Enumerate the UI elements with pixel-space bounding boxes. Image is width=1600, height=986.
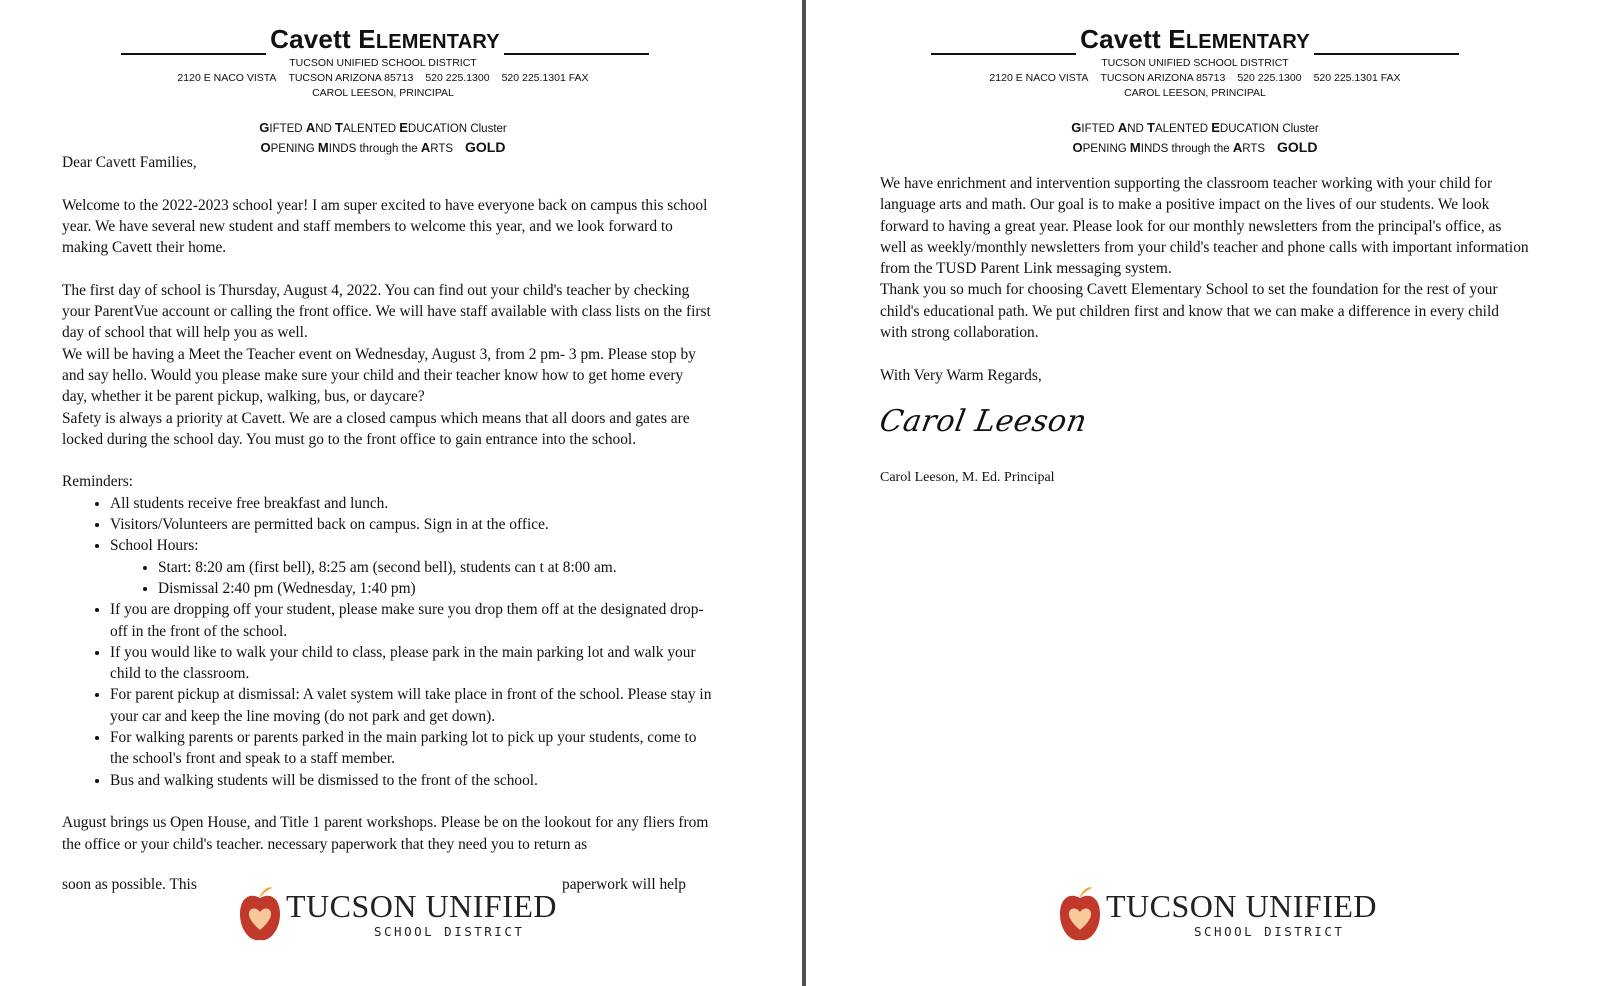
reminders-heading: Reminders:	[62, 473, 133, 491]
tail-text-left: soon as possible. This	[62, 876, 197, 893]
omta-line: OPENING MINDS through the ARTS GOLD	[1072, 139, 1318, 155]
paragraph-safety: Safety is always a priority at Cavett. We are a closed campus which means that all doors and gates are locked during the school day. You must go to the front office to gain entrance into the school.	[62, 409, 690, 448]
closing: With Very Warm Regards,	[880, 366, 1042, 384]
paragraph-thanks: Thank you so much for choosing Cavett Elementary School to set the foundation for the rest of your child's educational path. We put children first and know that we can make a difference in every child with strong collaboration.	[880, 281, 1499, 342]
list-item: • Dismissal 2:40 pm (Wednesday, 1:40 pm)	[158, 578, 712, 599]
signer-name: Carol Leeson, M. Ed. Principal	[880, 470, 1055, 485]
letterhead-title-row	[798, 24, 1592, 57]
omta-line: OPENING MINDS through the ARTS GOLD	[260, 139, 506, 155]
paragraph-enrichment: We have enrichment and intervention supporting the classroom teacher working with your child for language arts and math. Our goal is to make a positive impact on the lives of our students. We look forward to having a great year. Please look for our monthly newsletters from the principal's office, as well as weekly/monthly newsletters from your child's teacher and phone calls with important information from the TUSD Parent Link messaging system.	[880, 175, 1529, 278]
list-item: • If you would like to walk your child to class, please park in the main parking lot and walk your child to the classroom.	[110, 642, 712, 685]
school-address: 2120 E NACO VISTA TUCSON ARIZONA 85713 520 225.1300 520 225.1301 FAX	[989, 72, 1401, 84]
logo-name: TUCSON UNIFIED	[286, 888, 557, 924]
tail-text-right: paperwork will help	[562, 876, 686, 893]
signature: Carol Leeson	[876, 404, 1090, 439]
district-name: TUCSON UNIFIED SCHOOL DISTRICT	[1101, 57, 1289, 69]
principal-line: CAROL LEESON, PRINCIPAL	[312, 87, 454, 99]
apple-heart-icon	[236, 882, 284, 948]
school-name: Cavett ELEMENTARY	[270, 24, 500, 54]
list-item: • Start: 8:20 am (first bell), 8:25 am (second bell), students can t at 8:00 am.	[158, 557, 712, 578]
paragraph-welcome: Welcome to the 2022-2023 school year! I am super excited to have everyone back on campus this school year. We have several new student and staff members to welcome this year, and we look forward to making Cavett their home.	[62, 196, 708, 257]
school-name: Cavett ELEMENTARY	[1080, 24, 1310, 54]
letter-body-2	[880, 173, 1530, 386]
list-item: • All students receive free breakfast and lunch.	[110, 493, 712, 514]
paragraph-meet-teacher: We will be having a Meet the Teacher event on Wednesday, August 3, from 2 pm- 3 pm. Please stop by and say hello. Would you please make sure your child and their teacher know how to get home every day, whether it be parent pickup, walking, bus, or daycare?	[62, 345, 696, 406]
list-item: • If you are dropping off your student, please make sure you drop them off at the designated drop-off in the front of the school.	[110, 599, 712, 642]
logo-subtitle: SCHOOL DISTRICT	[374, 924, 525, 939]
letterhead-title-row	[0, 24, 786, 57]
paragraph-august: August brings us Open House, and Title 1 parent workshops. Please be on the lookout for any fliers from the office or your child's teacher. necessary paperwork that they need you to return as	[62, 814, 709, 853]
principal-line: CAROL LEESON, PRINCIPAL	[1124, 87, 1266, 99]
title-rule-right	[1314, 53, 1459, 55]
list-item: • For walking parents or parents parked in the main parking lot to pick up your students, come to the school's front and speak to a staff member.	[110, 727, 712, 770]
salutation: Dear Cavett Families,	[62, 154, 197, 171]
tusd-logo	[236, 882, 557, 948]
list-item: • School Hours: • Start: 8:20 am (first bell), 8:25 am (second bell), students can t at 8:00 am. • Dismissal 2:40 pm (Wednesday, 1:40 pm)	[110, 535, 712, 599]
list-item: • For parent pickup at dismissal: A valet system will take place in front of the school. Please stay in your car and keep the line moving (do not park and get down).	[110, 684, 712, 727]
tusd-logo	[1056, 882, 1377, 948]
list-item: • Bus and walking students will be dismissed to the front of the school.	[110, 770, 712, 791]
logo-subtitle: SCHOOL DISTRICT	[1194, 924, 1345, 939]
paragraph-first-day: The first day of school is Thursday, August 4, 2022. You can find out your child's teacher by checking your ParentVue account or calling the front office. We will have staff available with class lists on the first day of school that will help you as well.	[62, 281, 711, 342]
school-hours-list	[110, 557, 712, 600]
logo-name: TUCSON UNIFIED	[1106, 888, 1377, 924]
apple-heart-icon	[1056, 882, 1104, 948]
gate-cluster-line: GIFTED AND TALENTED EDUCATION Cluster	[259, 120, 507, 135]
reminders-list	[62, 493, 712, 791]
school-address: 2120 E NACO VISTA TUCSON ARIZONA 85713 520 225.1300 520 225.1301 FAX	[177, 72, 589, 84]
district-name: TUCSON UNIFIED SCHOOL DISTRICT	[289, 57, 477, 69]
letter-page-2	[806, 0, 1600, 986]
title-rule-left	[931, 53, 1076, 55]
title-rule-left	[121, 53, 266, 55]
list-item: • Visitors/Volunteers are permitted back on campus. Sign in at the office.	[110, 514, 712, 535]
title-rule-right	[504, 53, 649, 55]
letter-body-1	[62, 152, 712, 855]
gate-cluster-line: GIFTED AND TALENTED EDUCATION Cluster	[1071, 120, 1319, 135]
